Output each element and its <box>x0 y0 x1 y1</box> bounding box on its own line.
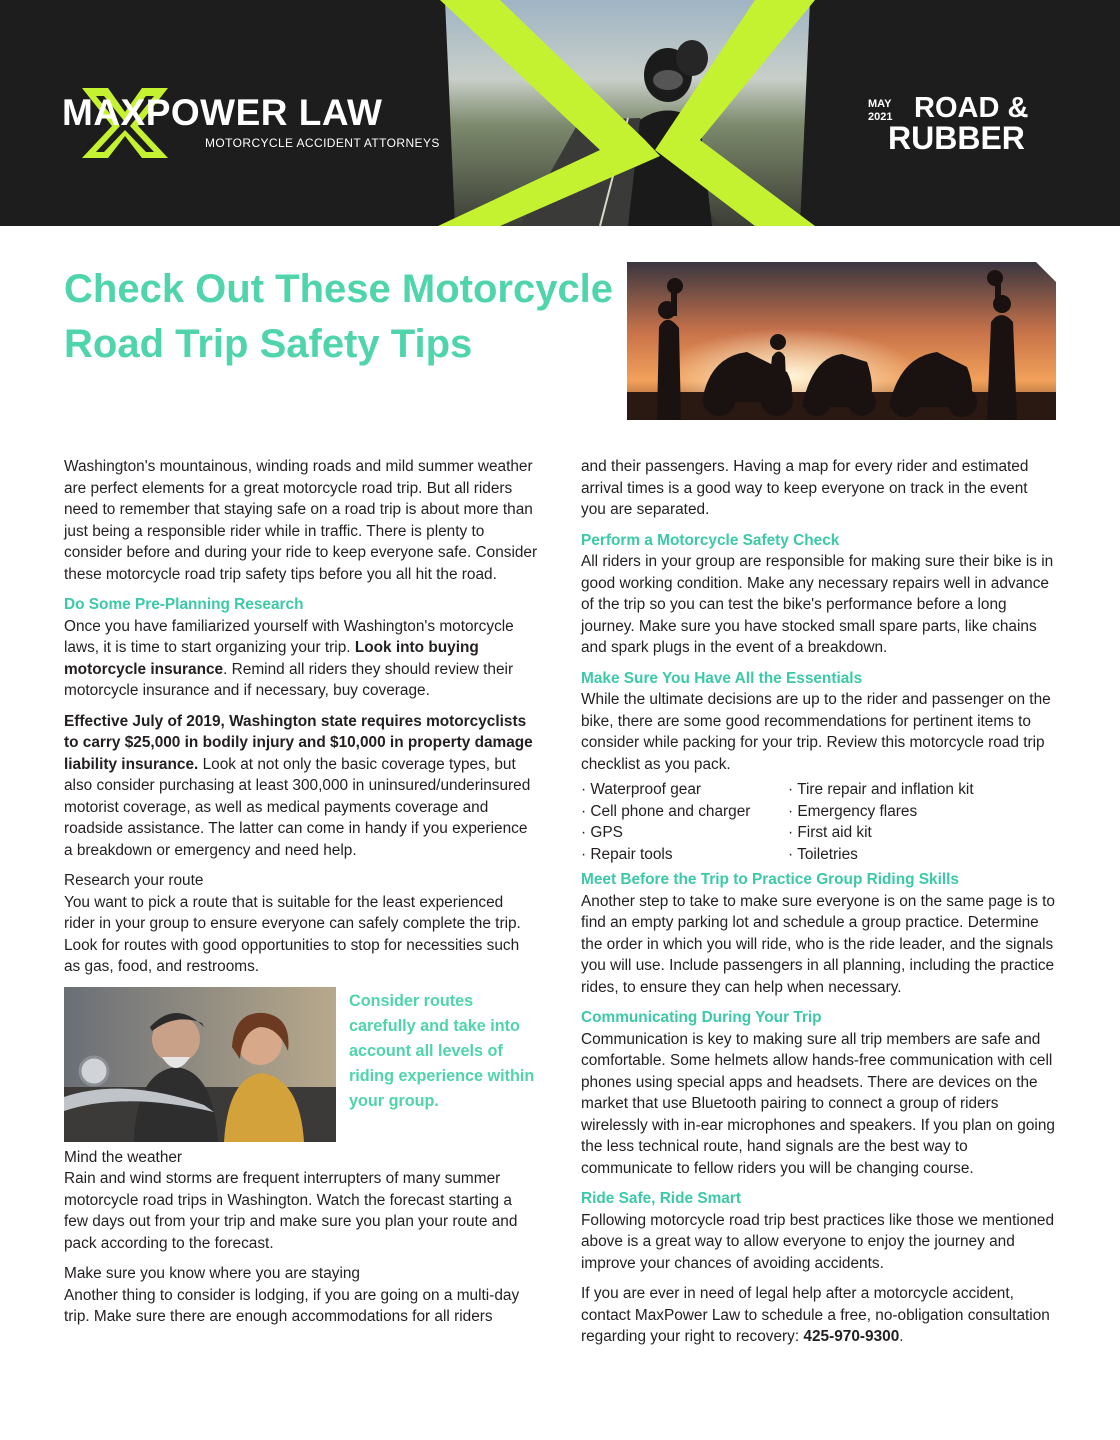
checklist-item: · Tire repair and inflation kit <box>788 781 974 798</box>
pullquote: Consider routes carefully and take into account all levels of riding experience within your group. <box>349 991 535 1110</box>
phone-number-link[interactable]: 425-970-9300 <box>803 1328 900 1345</box>
checklist-item: · Waterproof gear <box>581 781 702 798</box>
closing-text: If you are ever in need of legal help after a motorcycle accident, contact MaxPower Law to schedule a free, no-obligation consultation regarding your right to recovery: <box>581 1285 1050 1345</box>
closing-period: . <box>899 1328 904 1345</box>
closing-paragraph <box>581 1283 1056 1348</box>
section-heading-group-practice: Meet Before the Trip to Practice Group Riding Skills <box>581 871 959 888</box>
newsletter-title-line-1: ROAD & <box>914 92 1029 124</box>
issue-year: 2021 <box>868 111 893 123</box>
checklist-item: · Cell phone and charger <box>581 802 751 820</box>
section-heading-safety-check: Perform a Motorcycle Safety Check <box>581 531 840 549</box>
pullquote-block <box>64 987 538 1147</box>
safety-check-paragraph: All riders in your group are responsible for making sure their bike is in good working condition. Make any necessary repairs well in advance of the trip so you can test the bike's performance before a long journey. Make sure you have stocked small spare parts, like chains and spark plugs in the event of a breakdown. <box>581 553 1054 656</box>
section-heading-route: Research your route <box>64 872 204 889</box>
section-heading-preplanning: Do Some Pre-Planning Research <box>64 596 304 613</box>
group-practice-paragraph: Another step to take to make sure everyone is on the same page is to find an empty parking lot and schedule a group practice. Determine the order in which you will ride, who is the ride leader, and the signals you will use. Include passengers in all planning, including the practice rides, to ensure they can help when necessary. <box>581 892 1055 996</box>
preplanning-paragraph <box>64 616 538 702</box>
insurance-requirement-paragraph <box>64 711 538 862</box>
section-heading-weather: Mind the weather <box>64 1148 183 1166</box>
right-column <box>581 456 1056 1348</box>
preplanning-text-start: Once you have familiarized yourself with Washington's motorcycle laws, it is time to start organizing your trip. <box>64 617 514 656</box>
newsletter-issue <box>868 93 1068 163</box>
ride-safe-paragraph: Following motorcycle road trip best practices like those we mentioned above is a great way to allow everyone to enjoy the journey and improve your chances of avoiding accidents. <box>581 1211 1055 1272</box>
brand-name: MAXPOWER LAW <box>62 92 383 133</box>
checklist-item: · Emergency flares <box>788 802 918 820</box>
lodging-paragraph-continued: and their passengers. Having a map for every rider and estimated arrival times is a good way to keep everyone on track in the event you are separated. <box>581 458 1029 518</box>
newsletter-title-line-2: RUBBER <box>888 120 1025 156</box>
section-heading-lodging: Make sure you know where you are staying <box>64 1265 360 1282</box>
section-heading-communicating: Communicating During Your Trip <box>581 1009 822 1026</box>
checklist-item: · Toiletries <box>788 845 858 863</box>
essentials-paragraph: While the ultimate decisions are up to the rider and passenger on the bike, there are some good recommendations for pertinent items to consider while packing for your trip. Review this motorcycle road trip checklist as you pack. <box>581 691 1051 773</box>
checklist-column-left <box>581 779 788 865</box>
article-title: Check Out These Motorcycle Road Trip Safety Tips <box>64 267 614 366</box>
checklist-item: · GPS <box>581 824 623 841</box>
issue-month: MAY <box>868 98 892 110</box>
sunset-riders-photo <box>627 262 1056 420</box>
insurance-requirement-emphasis: Effective July of 2019, Washington state requires motorcyclists to carry $25,000 in bodily injury and $10,000 in property damage liability insurance. <box>64 712 533 773</box>
left-column <box>64 456 538 1328</box>
brand-tagline: MOTORCYCLE ACCIDENT ATTORNEYS <box>205 136 440 150</box>
route-paragraph: You want to pick a route that is suitable for the least experienced rider in your group to ensure everyone can safely complete the trip. Look for routes with good opportunities to stop for necessities such as gas, food, and restrooms. <box>64 893 521 975</box>
insurance-requirement-text: Look at not only the basic coverage types, but also consider purchasing at least 300,000 in uninsured/underinsured motorist coverage, as well as medical payments coverage and roadside assistance. The latter can come in handy if you experience a breakdown or emergency and need help. <box>64 755 531 859</box>
section-heading-ride-safe: Ride Safe, Ride Smart <box>581 1190 741 1207</box>
checklist-item: · Repair tools <box>581 845 673 863</box>
maxpower-logo[interactable] <box>60 88 460 158</box>
preplanning-text-end: . Remind all riders they should review their motorcycle insurance and if necessary, buy coverage. <box>64 660 514 699</box>
riders-photo <box>64 987 336 1142</box>
insurance-emphasis: Look into buying motorcycle insurance <box>64 639 479 678</box>
section-heading-essentials: Make Sure You Have All the Essentials <box>581 669 863 687</box>
intro-paragraph: Washington's mountainous, winding roads and mild summer weather are perfect elements for a great motorcycle road trip. But all riders need to remember that staying safe on a road trip is about more than just being a responsible rider while in traffic. There is plenty to consider before and during your ride to keep everyone safe. Consider these motorcycle road trip safety tips before you all hit the road. <box>64 458 538 583</box>
lodging-paragraph: Another thing to consider is lodging, if you are going on a multi-day trip. Make sure there are enough accommodations for all riders <box>64 1286 520 1325</box>
packing-checklist <box>581 779 1056 865</box>
checklist-item: · First aid kit <box>788 824 872 841</box>
checklist-column-right <box>788 779 995 865</box>
weather-paragraph: Rain and wind storms are frequent interrupters of many summer motorcycle road trips in Washington. Watch the forecast starting a few days out from your trip and make sure you plan your route and pack according to the forecast. <box>64 1170 518 1252</box>
masthead <box>0 0 1120 226</box>
communicating-paragraph: Communication is key to making sure all trip members are safe and comfortable. Some helmets allow hands-free communication with cell phones using special apps and headsets. There are devices on the market that use Bluetooth pairing to connect a group of riders wirelessly with in-ear microphones and speakers. If you plan on going the less technical route, hand signals are the best way to communicate to fellow riders you will be changing course. <box>581 1030 1055 1177</box>
